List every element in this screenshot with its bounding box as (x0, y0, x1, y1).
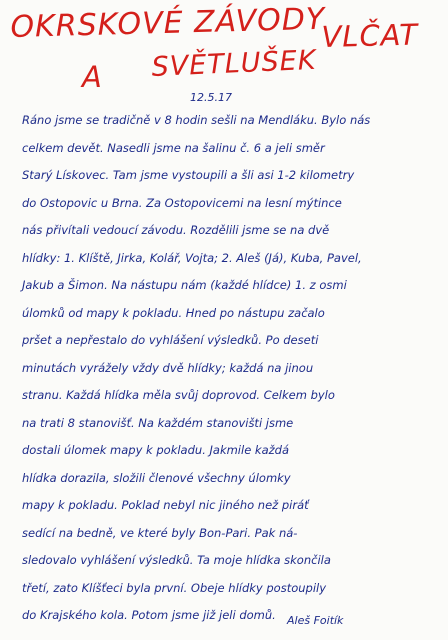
body-line: sedící na bedně, ve které byly Bon-Pari. Pak ná- (22, 525, 298, 540)
signature: Aleš Foitík (287, 614, 344, 627)
body-line: stranu. Každá hlídka měla svůj doprovod. Celkem bylo (22, 388, 335, 402)
body-line: do Ostopovic u Brna. Za Ostopovicemi na lesní mýtince (22, 195, 342, 210)
date: 12.5.17 (190, 91, 232, 104)
title-okrskove-zavody: OKRSKOVÉ ZÁVODY (10, 1, 326, 45)
body-line: Jakub a Šimon. Na nástupu nám (každé hlídce) 1. z osmi (22, 278, 347, 292)
body-line: mapy k pokladu. Poklad nebyl nic jiného než piráť (22, 498, 309, 512)
body-line: na trati 8 stanovišť. Na každém stanovišti jsme (22, 415, 294, 430)
body-line: nás přivítali vedoucí závodu. Rozdělili jsme se na dvě (22, 223, 330, 237)
body-line: minutách vyrážely vždy dvě hlídky; každá na jinou (22, 360, 314, 375)
body-line: Ráno jsme se tradičně v 8 hodin sešli na Mendláku. Bylo nás (22, 113, 371, 127)
body-line: celkem devět. Nasedli jsme na šalinu č. 6 a jeli směr (22, 140, 325, 155)
title-vlcat: VLČAT (321, 17, 419, 54)
title-a: A (82, 60, 103, 94)
title-svetlusek: SVĚTLUŠEK (151, 44, 318, 83)
body-line: třetí, zato Klíšťeci byla první. Obeje hlídky postoupily (22, 580, 327, 595)
body-line: dostali úlomek mapy k pokladu. Jakmile každá (22, 443, 290, 457)
body-line: sledovalo vyhlášení výsledků. Ta moje hlídka skončila (22, 553, 331, 567)
body-line: do Krajského kola. Potom jsme již jeli domů. (22, 608, 276, 622)
body-line: hlídka dorazila, složili členové všechny úlomky (22, 470, 291, 485)
body-line: Starý Lískovec. Tam jsme vystoupili a šli asi 1-2 kilometry (22, 168, 355, 182)
body-line: úlomků od mapy k pokladu. Hned po nástupu začalo (22, 305, 325, 320)
body-line: pršet a nepřestalo do vyhlášení výsledků. Po deseti (22, 333, 319, 347)
body-line: hlídky: 1. Klíště, Jirka, Kolář, Vojta; 2. Aleš (Já), Kuba, Pavel, (22, 250, 362, 265)
